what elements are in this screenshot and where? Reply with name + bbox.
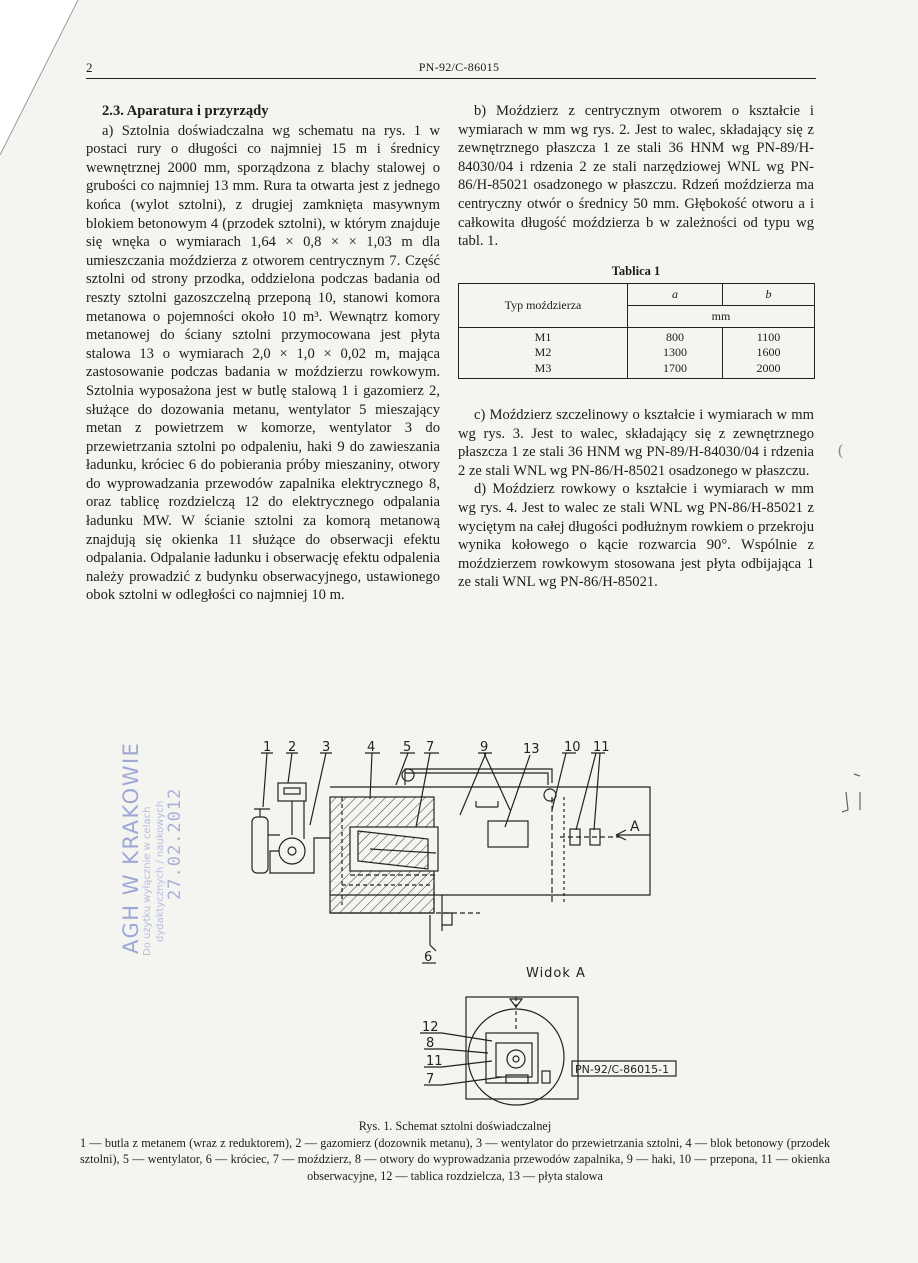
gasometer [278,783,306,801]
a-values-cell: 800 1300 1700 [628,328,723,379]
types-cell: M1 M2 M3 [459,328,628,379]
view-label-12: 12 [422,1020,439,1035]
figure-caption [80,1118,830,1184]
gallery-schematic-figure [230,735,690,1105]
standard-header: PN-92/C-86015 [418,60,500,74]
view-title: Widok A [526,966,586,981]
view-label-7: 7 [426,1072,435,1087]
unit-header: mm [628,306,815,328]
stamp-note [130,760,175,960]
view-a-frame [466,997,578,1099]
label-6: 6 [424,950,433,965]
label-4: 4 [367,740,376,755]
left-column [86,102,440,605]
figure-code: PN-92/C-86015-1 [575,1063,670,1076]
right-column-bottom [458,406,814,592]
a-column-header: a [628,284,723,306]
label-5: 5 [403,740,412,755]
right-column-top [458,102,814,251]
ventilation-fan [279,838,305,864]
page-corner-shadow [0,0,80,160]
header-rule [86,78,816,79]
margin-pencil-mark: ( [838,442,844,459]
paragraph-b: b) Moździerz z centrycznym otworem o kształcie i wymiarach w mm wg rys. 2. Jest to walec, składający się z zewnętrznego płaszcza 1 ze stali 36 HNM wg PN-89/H-84030/04 i rdzenia 2 ze stali narzędziowej WNL wg PN-86/H-85021 osadzonego w płaszczu. Rdzeń moździerza ma centryczny otwór o średnicy 50 mm. Głębokość otworu a i całkowita długość moździerza b w zależności od typu wg tabl. 1. [458,103,814,250]
view-a-tunnel-section [468,1009,564,1105]
view-label-11: 11 [426,1054,443,1069]
paragraph-d: d) Moździerz rowkowy o kształcie i wymiarach w mm wg rys. 4. Jest to walec ze stali WNL wg PN-86/H-85021 z wyciętym na całej długości podłużnym rowkiem o przekroju wynika kołowego o kącie rozwarcia 90°. Wspólnie z moździerzem rowkowym stosowana jest płyta odbijająca 1 ze stali WNL wg PN-86/H-85021. [458,481,814,591]
label-1: 1 [263,740,272,755]
type-column-header: Typ moździerza [459,284,628,328]
stamp-note-line1: Do użytku wyłącznie w celach [142,806,153,956]
label-3: 3 [322,740,331,755]
label-11: 11 [593,740,610,755]
b-values-cell: 1100 1600 2000 [723,328,815,379]
b-column-header: b [723,284,815,306]
figure-caption-title: Rys. 1. Schemat sztolni doświadczalnej [358,1119,552,1133]
view-label-8: 8 [426,1036,435,1051]
page-number: 2 [86,60,93,75]
arrow-label-a: A [630,819,640,835]
figure-caption-legend: 1 — butla z metanem (wraz z reduktorem), 2 — gazomierz (dozownik metanu), 3 — wentylator do przewietrzania sztolni, 4 — blok betonowy (przodek sztolni), 5 — wentylator, 6 — króciec, 7 — moździerz, 8 — otwory do wyprowadzania przewodów zapalnika, 9 — haki, 10 — przepona, 11 — okienka obserwacyjne, 12 — tablica rozdzielcza, 13 — płyta stalowa [80,1135,830,1183]
stamp-date: 27.02.2012 [165,787,185,900]
label-10: 10 [564,740,581,755]
stamp-library-name: AGH W KRAKOWIE [119,741,143,954]
methane-bottle [252,817,268,873]
paragraph-a: a) Sztolnia doświadczalna wg schematu na rys. 1 w postaci rury o długości co najmniej 15 m i średnicy wewnętrznej 2000 mm, sporządzona z blachy stalowej o grubości co najmniej 13 mm. Rura ta otwarta jest z jednego końca (wylot sztolni), z drugiej zamknięta masywnym blokiem betonowym 4 (przodek sztolni), w którym znajduje się wnęka o wymiarach 1,64 × 0,8 × × 1,03 m dla umieszczania moździerza z otworem centrycznym 7. Część sztolni od strony przodka, oddzielona podczas badania od reszty sztolni gazoszczelną przeponą 10, stanowi komora metanowa o pojemności około 10 m³. Wewnątrz komory metanowej do ściany sztolni przymocowana jest płyta stalowa 13 o wymiarach 2,0 × 1,0 × 0,02 m, mająca zastosowanie podczas badania w moździerzu rowkowym. Sztolnia wyposażona jest w butlę stalową 1 i gazomierz 2, służące do dozowania metanu, wentylator 5 mieszający metan z powietrzem w komorze, wentylator 3 do przewietrzania sztolni po odpaleniu, haki 9 do zawieszania ładunku, króciec 6 do pobierania próby mieszaniny, otwory do wyprowadzania przewodów zapalnika elektrycznego 8, oraz tablicę rozdzielczą 12 do elektrycznego odpalania ładunku MW. W ścianie sztolni za komorą metanową znajdują się okienka 11 służące do obserwacji efektu odpalania. Odpalanie ładunku i obserwację efektu odpalenia należy prowadzić z budynku obserwacyjnego, ustawionego obok sztolni w odległości co najmniej 10 m. [86,122,440,604]
stamp-note-line2: dydaktycznych / naukowych [155,800,166,942]
label-9: 9 [480,740,489,755]
label-2: 2 [288,740,297,755]
margin-pencil-bracket [828,770,868,820]
table-caption: Tablica 1 [611,264,661,278]
paragraph-c: c) Moździerz szczelinowy o kształcie i wymiarach w mm wg rys. 3. Jest to walec, składający się z zewnętrznego płaszcza 1 ze stali 36 HNM wg PN-89/H-84030/04 i rdzenia 2 ze stali WNL wg PN-86/H-85021 osadzonego w płaszczu. [458,407,814,479]
label-13: 13 [523,742,540,757]
label-7: 7 [426,740,435,755]
mortar-dimensions-table [458,283,815,379]
section-heading: 2.3. Aparatura i przyrządy [102,103,269,119]
steel-plate [488,821,528,847]
